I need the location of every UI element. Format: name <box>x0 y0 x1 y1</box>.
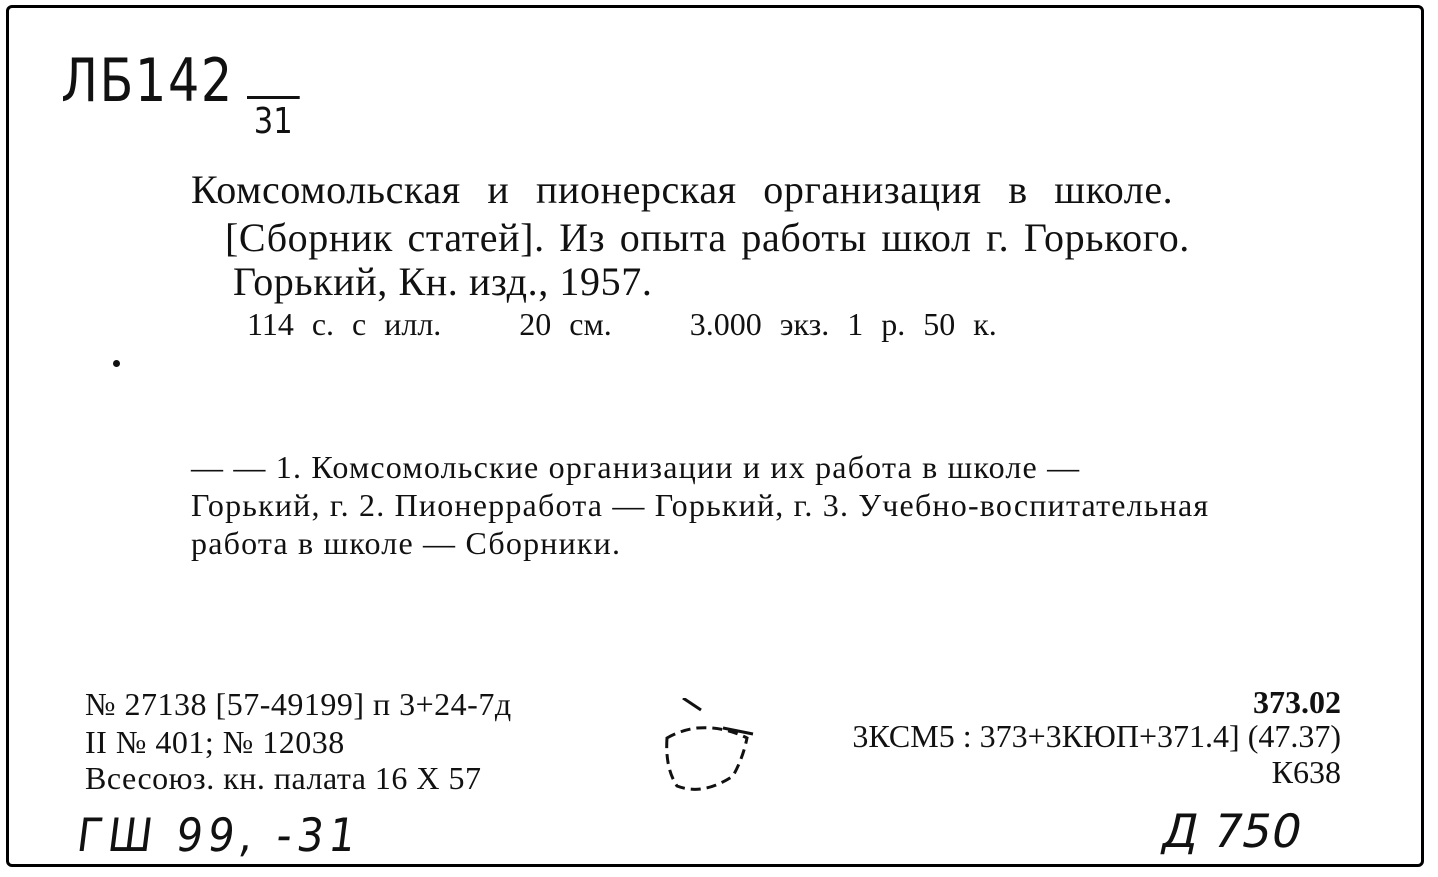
print-run-price: 3.000 экз. 1 р. 50 к. <box>689 306 997 342</box>
call-number-main: ЛБ142 <box>61 46 234 116</box>
subject-line-2: Горький, г. 2. Пионерработа — Горький, г. 3. Учебно-воспитательная <box>191 487 1210 523</box>
size-info: 20 см. <box>519 306 612 342</box>
handwritten-note: Д 750 <box>1156 804 1307 858</box>
udc-number: 373.02 <box>1253 684 1341 720</box>
call-number-sub: 31 <box>247 96 300 142</box>
subject-headings <box>191 448 1351 562</box>
author-mark: К638 <box>1271 754 1341 790</box>
handwritten-shelf-mark: ГШ 99, -31 <box>74 808 365 862</box>
physical-description <box>247 306 997 343</box>
imprint-line-1: № 27138 [57-49199] п 3+24-7д <box>85 686 512 722</box>
imprint-line-3: Всесоюз. кн. палата 16 X 57 <box>85 760 482 796</box>
entry-title-line-1: Комсомольская и пионерская организация в школе. <box>191 167 1174 212</box>
imprint-line-2: II № 401; № 12038 <box>85 724 345 760</box>
pages-info: 114 с. с илл. <box>247 306 442 342</box>
subject-line-1: — — 1. Комсомольские организации и их работа в школе — <box>191 449 1081 485</box>
subject-line-3: работа в школе — Сборники. <box>191 525 622 561</box>
entry-title-line-2: [Сборник статей]. Из опыта работы школ г. Горького. <box>225 215 1190 260</box>
bbk-index: 3КСМ5 : 373+3КЮП+371.4] (47.37) <box>852 718 1341 754</box>
stamp-mark-icon <box>663 698 773 798</box>
ink-dot <box>113 360 120 367</box>
catalog-card <box>6 5 1424 867</box>
entry-imprint-line: Горький, Кн. изд., 1957. <box>233 259 653 304</box>
